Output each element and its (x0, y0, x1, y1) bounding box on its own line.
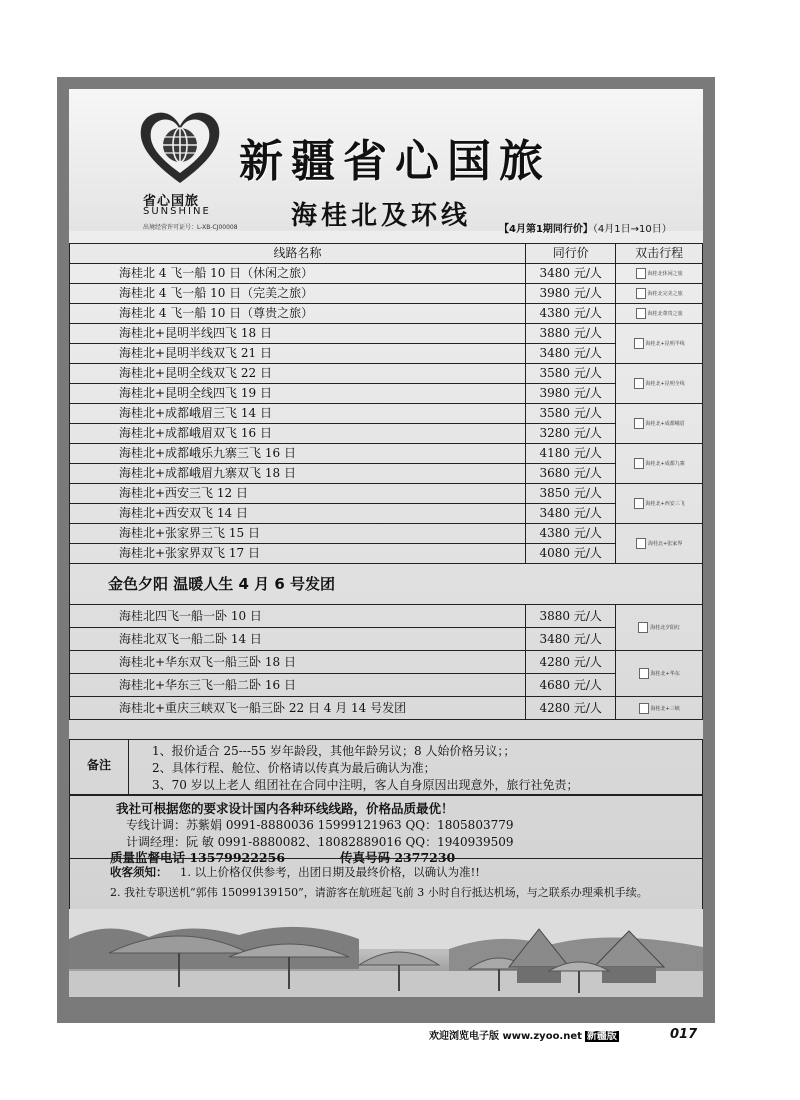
slogan: 我社可根据您的要求设计国内各种环线线路，价格品质最优！ (116, 801, 454, 816)
table-row (70, 544, 703, 564)
price-table (69, 243, 703, 720)
route-price: 3850 元/人 (526, 484, 616, 504)
notes-label: 备注 (86, 758, 111, 772)
table-row (70, 504, 703, 524)
route-name: 海桂北+成都峨乐九寨三飞 16 日 (70, 444, 526, 464)
edition-badge: 新疆版 (586, 1031, 617, 1042)
page-title: 新疆省心国旅 (239, 136, 551, 187)
contact-line: 专线计调：苏紫娟 0991-8880036 15999121963 QQ：1805803779 (126, 818, 514, 832)
route-price: 3980 元/人 (526, 284, 616, 304)
route-name: 海桂北+重庆三峡双飞一船三卧 22 日 4 月 14 号发团 (70, 697, 526, 720)
brand-name-cn: 省心国旅 (143, 194, 200, 209)
license-number: 出境经营许可证号：L-XB-CJ00008 (143, 224, 238, 231)
notice-line: 2. 我社专职送机“郭伟 15099139150”，请游客在航班起飞前 3 小时自行抵达机场，与之联系办理乘机手续。 (110, 886, 648, 899)
route-price: 3280 元/人 (526, 424, 616, 444)
table-row (70, 284, 703, 304)
route-price: 4280 元/人 (526, 651, 616, 674)
itinerary-file-icon[interactable]: 海桂北+昆明半线 (616, 324, 703, 364)
route-price: 3980 元/人 (526, 384, 616, 404)
route-name: 海桂北+华东三飞一船二卧 16 日 (70, 674, 526, 697)
route-name: 海桂北+张家界三飞 15 日 (70, 524, 526, 544)
route-price: 4180 元/人 (526, 444, 616, 464)
route-name: 海桂北四飞一船一卧 10 日 (70, 605, 526, 628)
itinerary-file-icon[interactable]: 海桂北尊贵之旅 (616, 304, 703, 324)
page-number: 017 (670, 1027, 698, 1042)
contact-box (69, 795, 703, 865)
section-title: 金色夕阳 温暖人生 4 月 6 号发团 (70, 564, 703, 605)
footer-text: 欢迎浏览电子版 www.zyoo.net (429, 1031, 582, 1042)
table-row (70, 651, 703, 674)
col-itinerary: 双击行程 (616, 244, 703, 264)
route-name: 海桂北+成都峨眉九寨双飞 18 日 (70, 464, 526, 484)
route-name: 海桂北双飞一船二卧 14 日 (70, 628, 526, 651)
period-dates: （4月1日→10日） (592, 224, 672, 235)
table-row (70, 524, 703, 544)
route-price: 3480 元/人 (526, 264, 616, 284)
col-price: 同行价 (526, 244, 616, 264)
content-panel (69, 89, 703, 997)
route-price: 3680 元/人 (526, 464, 616, 484)
table-row (70, 444, 703, 464)
note-item: 3、70 岁以上老人 组团社在合同中注明，客人自身原因出现意外，旅行社免责； (152, 778, 579, 792)
route-price: 3580 元/人 (526, 404, 616, 424)
route-price: 3480 元/人 (526, 628, 616, 651)
contact-line: 计调经理：阮 敏 0991-8880082、18082889016 QQ：1940939509 (126, 835, 514, 849)
period-label: 【4月第1期同行价】 (499, 224, 593, 235)
table-row (70, 344, 703, 364)
table-row (70, 364, 703, 384)
section-row (70, 564, 703, 605)
itinerary-file-icon[interactable]: 海桂北+张家界 (616, 524, 703, 564)
itinerary-file-icon[interactable]: 海桂北+昆明全线 (616, 364, 703, 404)
route-name: 海桂北+成都峨眉双飞 16 日 (70, 424, 526, 444)
route-price: 3580 元/人 (526, 364, 616, 384)
itinerary-file-icon[interactable]: 海桂北+三峡 (616, 697, 703, 720)
table-row (70, 674, 703, 697)
notice-box (69, 858, 703, 910)
route-price: 3880 元/人 (526, 324, 616, 344)
note-item: 2、具体行程、舱位、价格请以传真为最后确认为准； (152, 761, 436, 775)
header (69, 89, 703, 235)
route-price: 4680 元/人 (526, 674, 616, 697)
route-name: 海桂北+西安双飞 14 日 (70, 504, 526, 524)
itinerary-file-icon[interactable]: 海桂北+华东 (616, 651, 703, 697)
table-row (70, 697, 703, 720)
table-header-row (70, 244, 703, 264)
route-name: 海桂北 4 飞一船 10 日（尊贵之旅） (70, 304, 526, 324)
itinerary-file-icon[interactable]: 海桂北休闲之旅 (616, 264, 703, 284)
table-row (70, 605, 703, 628)
route-subtitle: 海桂北及环线 (291, 201, 472, 231)
route-price: 4280 元/人 (526, 697, 616, 720)
route-name: 海桂北+成都峨眉三飞 14 日 (70, 404, 526, 424)
price-period (499, 220, 672, 235)
beach-photo (69, 909, 703, 997)
route-name: 海桂北 4 飞一船 10 日（休闲之旅） (70, 264, 526, 284)
itinerary-file-icon[interactable]: 海桂北+西安三飞 (616, 484, 703, 524)
table-row (70, 384, 703, 404)
notice-line: 1. 以上价格仅供参考，出团日期及最终价格，以确认为准!! (180, 865, 480, 879)
notes-box (69, 739, 703, 795)
brand-name-en: SUNSHINE (143, 206, 211, 217)
itinerary-file-icon[interactable]: 海桂北夕阳红 (616, 605, 703, 651)
route-price: 4380 元/人 (526, 524, 616, 544)
route-name: 海桂北+昆明半线双飞 21 日 (70, 344, 526, 364)
notice-label: 收客须知： (110, 865, 168, 879)
table-row (70, 424, 703, 444)
route-name: 海桂北+华东双飞一船三卧 18 日 (70, 651, 526, 674)
itinerary-file-icon[interactable]: 海桂北+成都九寨 (616, 444, 703, 484)
route-price: 3480 元/人 (526, 344, 616, 364)
table-row (70, 264, 703, 284)
route-price: 4080 元/人 (526, 544, 616, 564)
heart-globe-logo (137, 107, 223, 187)
route-name: 海桂北+张家界双飞 17 日 (70, 544, 526, 564)
notes-divider (128, 740, 129, 794)
table-row (70, 628, 703, 651)
itinerary-file-icon[interactable]: 海桂北完美之旅 (616, 284, 703, 304)
itinerary-file-icon[interactable]: 海桂北+成都峨眉 (616, 404, 703, 444)
route-name: 海桂北+昆明半线四飞 18 日 (70, 324, 526, 344)
table-row (70, 324, 703, 344)
col-route-name: 线路名称 (70, 244, 526, 264)
note-item: 1、报价适合 25---55 岁年龄段，其他年龄另议；8 人始价格另议；； (152, 744, 516, 758)
table-row (70, 404, 703, 424)
fax-number: 传真号码 2377230 (340, 850, 456, 865)
route-price: 3480 元/人 (526, 504, 616, 524)
route-name: 海桂北+昆明全线四飞 19 日 (70, 384, 526, 404)
table-row (70, 484, 703, 504)
page-sheet (57, 77, 715, 1023)
route-name: 海桂北 4 飞一船 10 日（完美之旅） (70, 284, 526, 304)
route-price: 4380 元/人 (526, 304, 616, 324)
route-price: 3880 元/人 (526, 605, 616, 628)
hotline: 质量监督电话 13579922256 (110, 850, 286, 865)
table-row (70, 464, 703, 484)
table-row (70, 304, 703, 324)
route-name: 海桂北+西安三飞 12 日 (70, 484, 526, 504)
route-name: 海桂北+昆明全线双飞 22 日 (70, 364, 526, 384)
